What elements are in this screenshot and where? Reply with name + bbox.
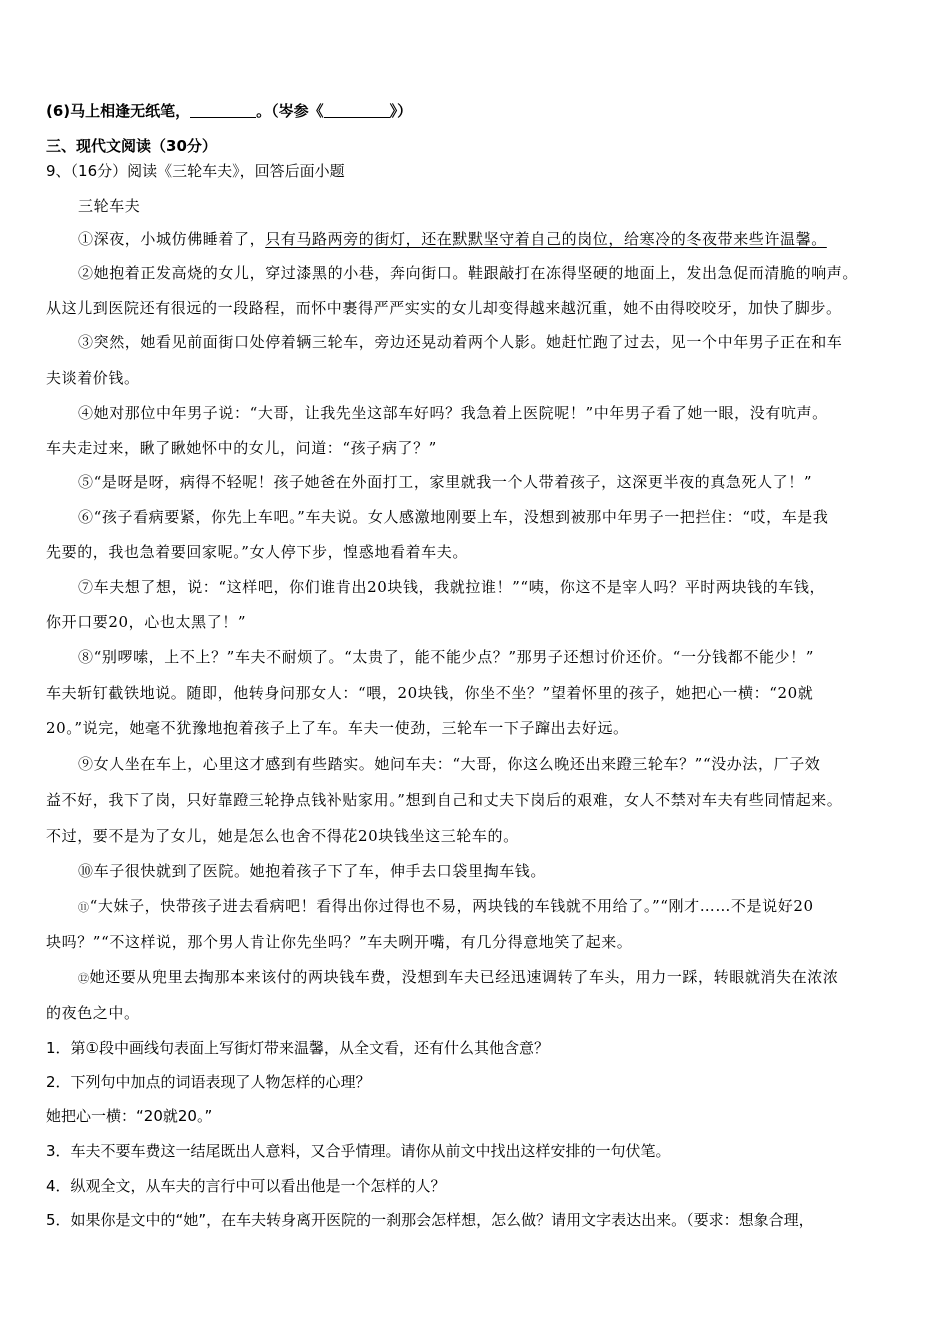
story-paragraph-1 bbox=[78, 229, 827, 249]
q6-blank-2[interactable] bbox=[324, 103, 390, 118]
story-paragraph-8-line-3: 20。”说完，她毫不犹豫地抱着孩子上了车。车夫一使劲，三轮车一下子蹿出去好远。 bbox=[46, 719, 629, 737]
q6-middle: 。（岑参《 bbox=[256, 102, 324, 120]
story-paragraph-12-line-2: 的夜色之中。 bbox=[46, 1004, 140, 1022]
p11-text: “大妹子，快带孩子进去看病吧！看得出你过得也不易，两块钱的车钱就不用给了。”“刚才……不是说好20 bbox=[89, 897, 814, 915]
section-3-heading: 三、现代文阅读（30分） bbox=[46, 137, 217, 155]
story-paragraph-11-line-1 bbox=[78, 896, 814, 918]
question-2: 2．下列句中加点的词语表现了人物怎样的心理？ bbox=[46, 1073, 371, 1091]
story-paragraph-12-line-1 bbox=[78, 967, 838, 989]
p12-text: 她还要从兜里去掏那本来该付的两块钱车费，没想到车夫已经迅速调转了车头，用力一踩，转眼就消失在浓浓 bbox=[89, 968, 839, 986]
story-paragraph-9-line-1: ⑨女人坐在车上，心里这才感到有些踏实。她问车夫：“大哥，你这么晚还出来蹬三轮车？”“没办法，厂子效 bbox=[78, 755, 821, 773]
story-paragraph-10: ⑩车子很快就到了医院。她抱着孩子下了车，伸手去口袋里掏车钱。 bbox=[78, 862, 547, 880]
question-9-intro: 9、（16分）阅读《三轮车夫》，回答后面小题 bbox=[46, 162, 345, 180]
q6-suffix: 》） bbox=[389, 102, 413, 120]
question-2-quote: 她把心一横：“20就20。” bbox=[46, 1107, 213, 1125]
story-paragraph-2-line-1: ②她抱着正发高烧的女儿，穿过漆黑的小巷，奔向街口。鞋跟敲打在冻得坚硬的地面上，发出急促而清脆的响声。 bbox=[78, 264, 859, 282]
story-title: 三轮车夫 bbox=[78, 197, 141, 215]
story-paragraph-3-line-1: ③突然，她看见前面街口处停着辆三轮车，旁边还晃动着两个人影。她赶忙跑了过去，见一个中年男子正在和车 bbox=[78, 333, 843, 351]
story-paragraph-9-line-2: 益不好，我下了岗，只好靠蹬三轮挣点钱补贴家用。”想到自己和丈夫下岗后的艰难，女人不禁对车夫有些同情起来。 bbox=[46, 791, 843, 809]
story-paragraph-8-line-2: 车夫斩钉截铁地说。随即，他转身问那女人：“喂，20块钱，你坐不坐？”望着怀里的孩子，她把心一横：“20就 bbox=[46, 684, 814, 702]
story-paragraph-6-line-2: 先要的，我也急着要回家呢。”女人停下步，惶惑地看着车夫。 bbox=[46, 543, 468, 561]
story-paragraph-9-line-3: 不过，要不是为了女儿，她是怎么也舍不得花20块钱坐这三轮车的。 bbox=[46, 827, 519, 845]
p11-marker: ⑪ bbox=[78, 901, 90, 914]
question-1: 1．第①段中画线句表面上写街灯带来温馨，从全文看，还有什么其他含意？ bbox=[46, 1039, 549, 1057]
story-paragraph-6-line-1: ⑥“孩子看病要紧，你先上车吧。”车夫说。女人感激地刚要上车，没想到被那中年男子一把拦住：“哎，车是我 bbox=[78, 508, 829, 526]
p1-underlined-sentence: 只有马路两旁的街灯，还在默默坚守着自己的岗位，给寒冷的冬夜带来些许温馨。 bbox=[265, 230, 827, 248]
story-paragraph-7-line-1: ⑦车夫想了想，说：“这样吧，你们谁肯出20块钱，我就拉谁！”“咦，你这不是宰人吗？平时两块钱的车钱， bbox=[78, 578, 826, 596]
story-paragraph-2-line-2: 从这儿到医院还有很远的一段路程，而怀中裹得严严实实的女儿却变得越来越沉重，她不由得咬咬牙，加快了脚步。 bbox=[46, 299, 842, 317]
q6-blank-1[interactable] bbox=[190, 103, 256, 118]
story-paragraph-5: ⑤“是呀是呀，病得不轻呢！孩子她爸在外面打工，家里就我一个人带着孩子，这深更半夜的真急死人了！” bbox=[78, 473, 813, 491]
p1-start: ①深夜，小城仿佛睡着了， bbox=[78, 230, 266, 248]
story-paragraph-3-line-2: 夫谈着价钱。 bbox=[46, 369, 140, 387]
story-paragraph-4-line-2: 车夫走过来，瞅了瞅她怀中的女儿，问道：“孩子病了？” bbox=[46, 439, 437, 457]
question-3: 3．车夫不要车费这一结尾既出人意料，又合乎情理。请你从前文中找出这样安排的一句伏笔。 bbox=[46, 1142, 671, 1160]
q6-prefix: (6)马上相逢无纸笔， bbox=[46, 102, 191, 120]
story-paragraph-4-line-1: ④她对那位中年男子说：“大哥，让我先坐这部车好吗？我急着上医院呢！”中年男子看了她一眼，没有吭声。 bbox=[78, 404, 828, 422]
story-paragraph-8-line-1: ⑧“别啰嗦，上不上？”车夫不耐烦了。“太贵了，能不能少点？”那男子还想讨价还价。“一分钱都不能少！” bbox=[78, 648, 815, 666]
story-paragraph-7-line-2: 你开口要20，心也太黑了！” bbox=[46, 613, 247, 631]
p12-marker: ⑫ bbox=[78, 972, 90, 985]
question-4: 4．纵观全文，从车夫的言行中可以看出他是一个怎样的人？ bbox=[46, 1177, 446, 1195]
question-5: 5．如果你是文中的“她”，在车夫转身离开医院的一刹那会怎样想，怎么做？请用文字表达出来。（要求：想象合理， bbox=[46, 1211, 814, 1229]
story-paragraph-11-line-2: 块吗？”“不这样说，那个男人肯让你先坐吗？”车夫咧开嘴，有几分得意地笑了起来。 bbox=[46, 933, 633, 951]
question-6 bbox=[46, 101, 412, 121]
